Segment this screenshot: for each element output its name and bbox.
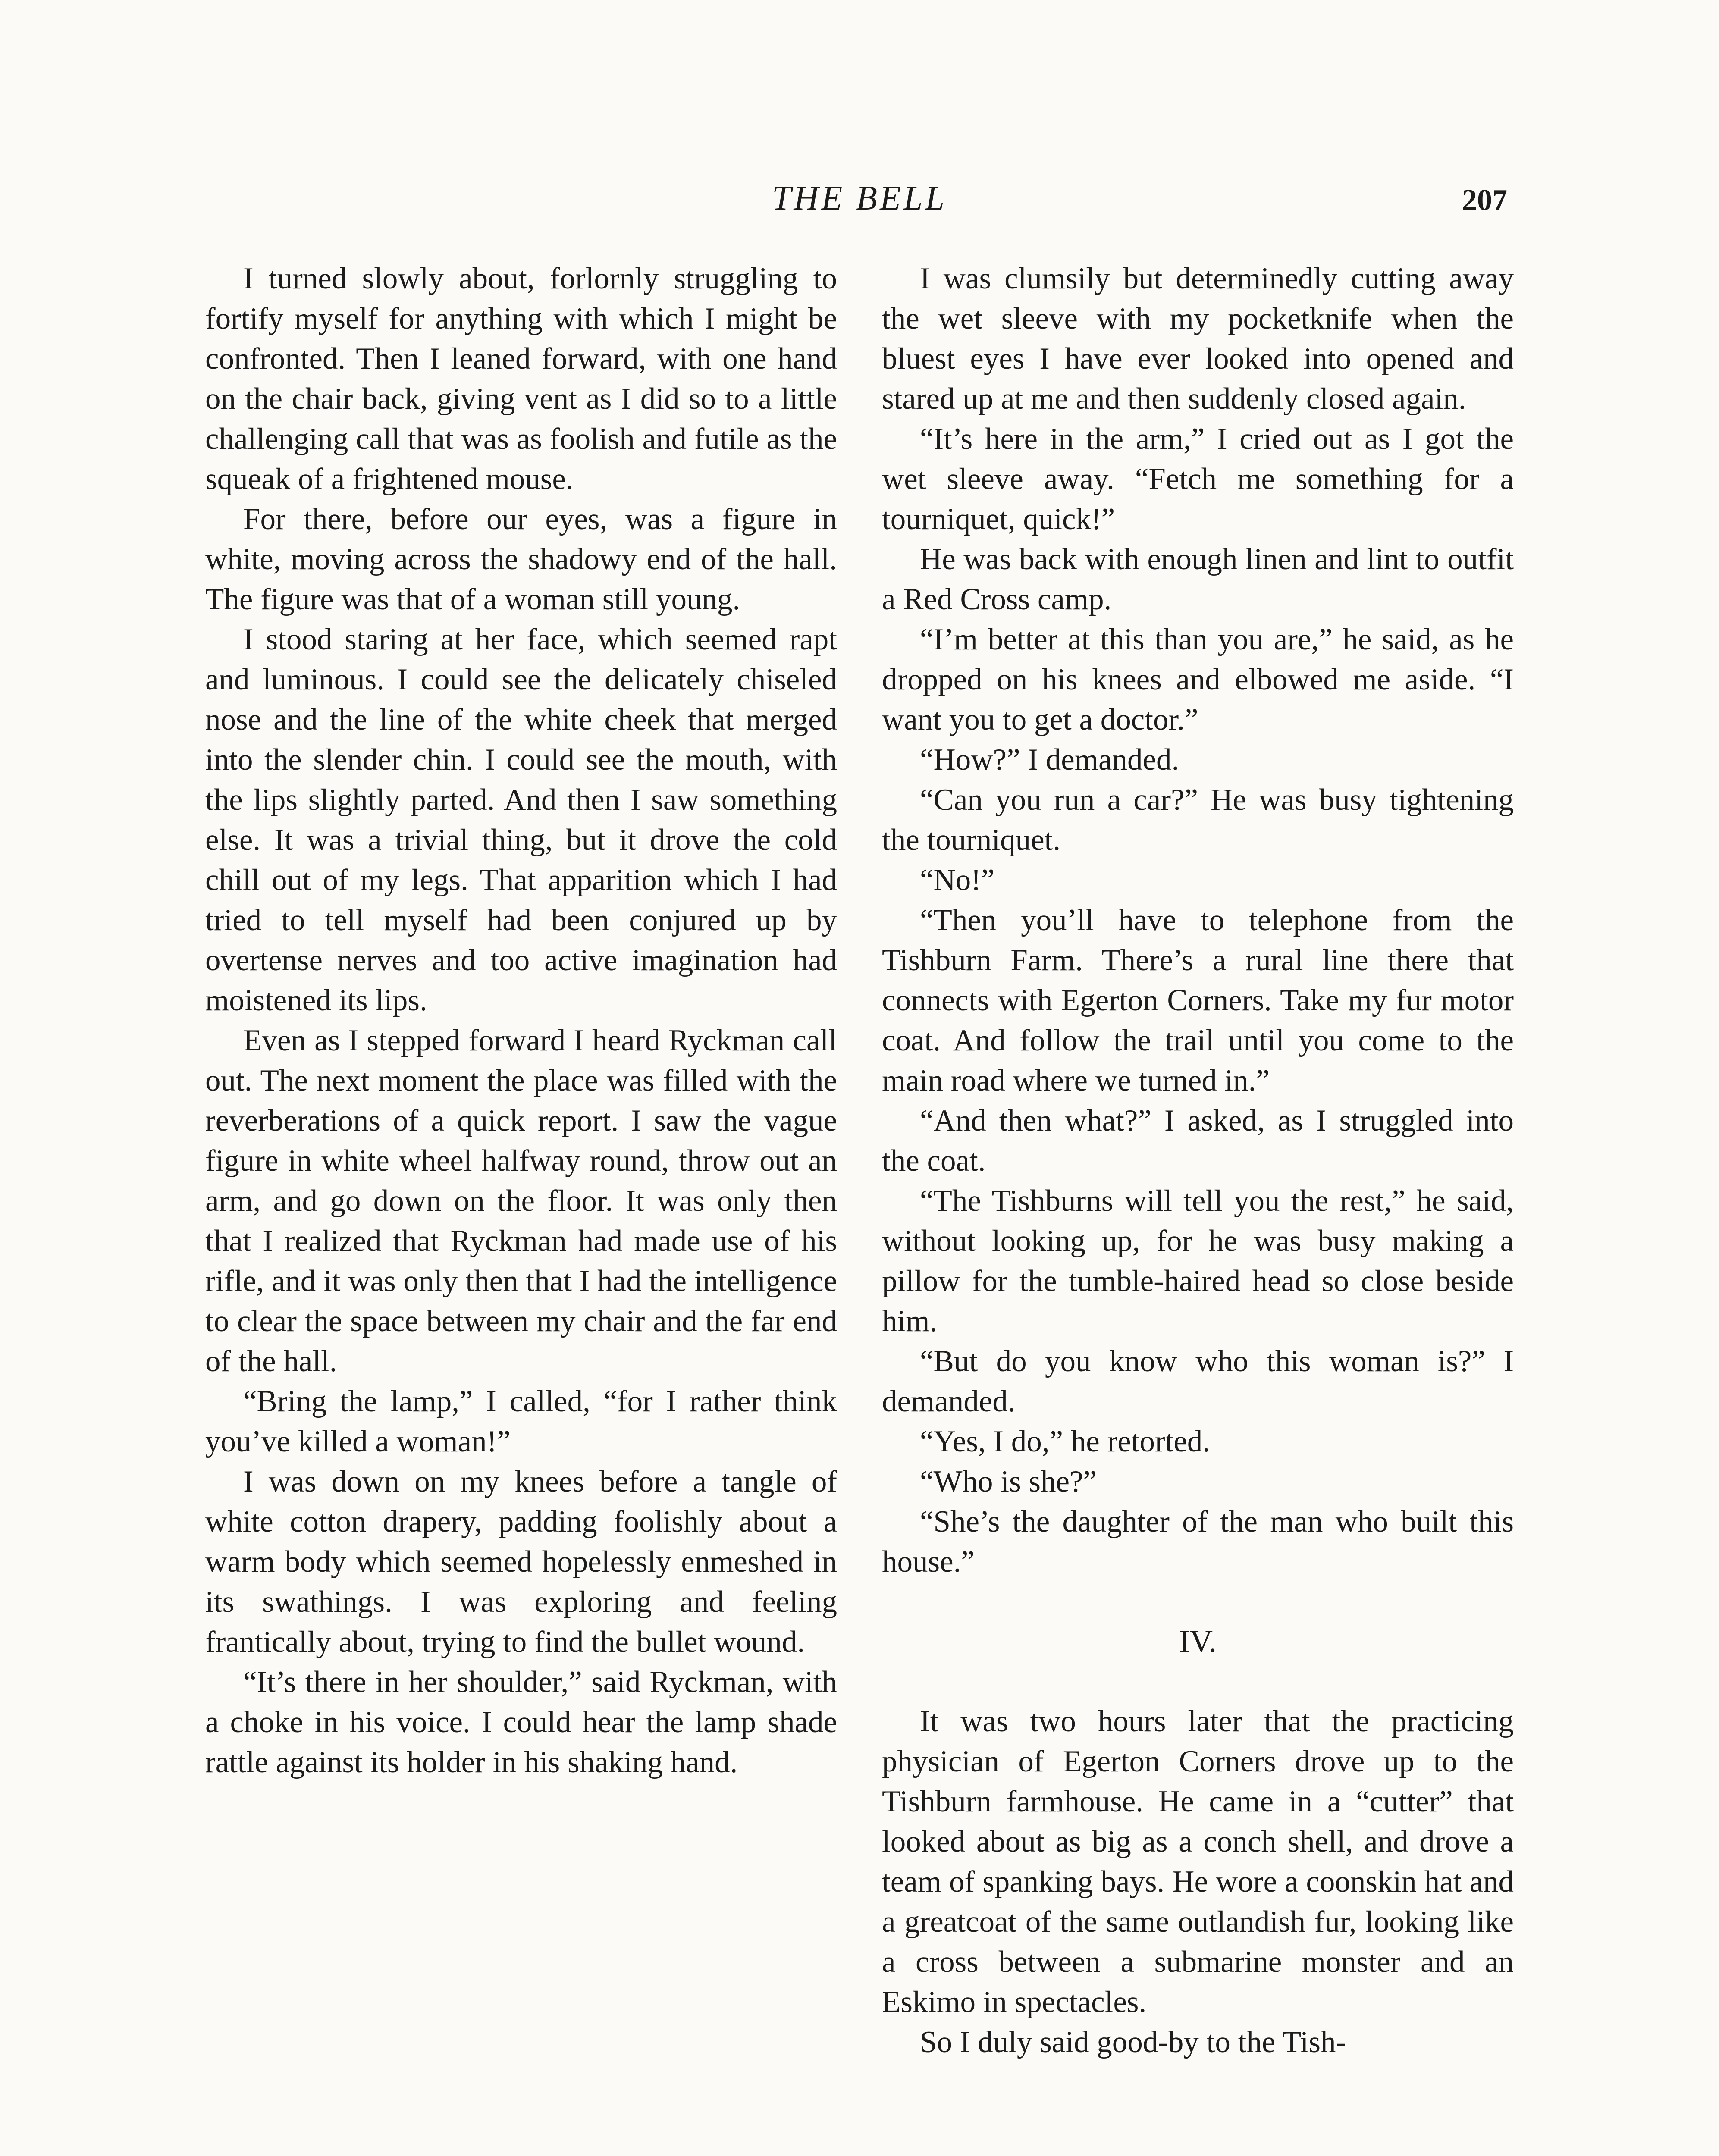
paragraph: So I duly said good-by to the Tish- — [920, 2025, 1346, 2059]
paragraph: “The Tishburns will tell you the rest,” he said, without looking up, for he was busy making a pillow for the tumble-haired head so close beside him. — [882, 1184, 1514, 1338]
page-number: 207 — [1462, 184, 1507, 217]
paragraph: It was two hours later that the practicing physician of Egerton Corners drove up to the Tishburn farmhouse. He came in a “cutter” that looked about as big as a conch shell, and drove a team of spanking bays. He wore a coonskin hat and a greatcoat of the same outlandish fur, looking like a cross between a submarine monster and an Eskimo in spectacles. — [882, 1705, 1514, 2019]
paragraph: “How?” I demanded. — [920, 743, 1179, 777]
paragraph: “I’m better at this than you are,” he said, as he dropped on his knees and elbowed me aside. “I want you to get a doctor.” — [882, 623, 1514, 736]
paragraph: “No!” — [920, 863, 995, 897]
paragraph: I was clumsily but determinedly cutting away the wet sleeve with my pocketknife when the bluest eyes I have ever looked into opened and stared up at me and then suddenly closed again. — [882, 262, 1514, 416]
paragraph: “Then you’ll have to telephone from the Tishburn Farm. There’s a rural line there that connects with Egerton Corners. Take my fur motor coat. And follow the trail until you come to the main road where we turned in.” — [882, 903, 1514, 1097]
paragraph: “Who is she?” — [920, 1465, 1097, 1498]
paragraph: He was back with enough linen and lint to outfit a Red Cross camp. — [882, 542, 1514, 616]
paragraph: Even as I stepped forward I heard Ryckman call out. The next moment the place was filled with the reverberations of a quick report. I saw the vague figure in white wheel halfway round, throw out an arm, and go down on the floor. It was only then that I realized that Ryckman had made use of his rifle, and it was only then that I had the intelligence to clear the space between my chair and the far end of the hall. — [205, 1024, 837, 1378]
paragraph: “Yes, I do,” he retorted. — [920, 1425, 1211, 1458]
paragraph: For there, before our eyes, was a figure in white, moving across the shadowy end of the hall. The figure was that of a woman still young. — [205, 502, 837, 616]
right-column — [882, 259, 1514, 2062]
section-heading: IV. — [1179, 1624, 1217, 1659]
paragraph: “And then what?” I asked, as I struggled into the coat. — [882, 1104, 1514, 1178]
paragraph: “It’s there in her shoulder,” said Ryckman, with a choke in his voice. I could hear the lamp shade rattle against its holder in his shaking hand. — [205, 1665, 837, 1779]
paragraph: “Can you run a car?” He was busy tightening the tourniquet. — [882, 783, 1514, 857]
paragraph: “Bring the lamp,” I called, “for I rather think you’ve killed a woman!” — [205, 1385, 837, 1458]
paragraph: I stood staring at her face, which seemed rapt and luminous. I could see the delicately chiseled nose and the line of the white cheek that merged into the slender chin. I could see the mouth, with the lips slightly parted. And then I saw something else. It was a trivial thing, but it drove the cold chill out of my legs. That apparition which I had tried to tell myself had been conjured up by overtense nerves and too active imagination had moistened its lips. — [205, 623, 837, 1017]
running-head: THE BELL — [772, 179, 947, 217]
paragraph: “She’s the daughter of the man who built this house.” — [882, 1505, 1514, 1579]
paragraph: “But do you know who this woman is?” I demanded. — [882, 1344, 1514, 1418]
paragraph: I was down on my knees before a tangle of white cotton drapery, padding foolishly about a warm body which seemed hopelessly enmeshed in its swathings. I was exploring and feeling frantically about, trying to find the bullet wound. — [205, 1465, 837, 1659]
paragraph: “It’s here in the arm,” I cried out as I got the wet sleeve away. “Fetch me something for a tourniquet, quick!” — [882, 422, 1514, 536]
left-column — [205, 259, 837, 1783]
paragraph: I turned slowly about, forlornly struggling to fortify myself for anything with which I might be confronted. Then I leaned forward, with one hand on the chair back, giving vent as I did so to a little challenging call that was as foolish and futile as the squeak of a frightened mouse. — [205, 262, 837, 496]
